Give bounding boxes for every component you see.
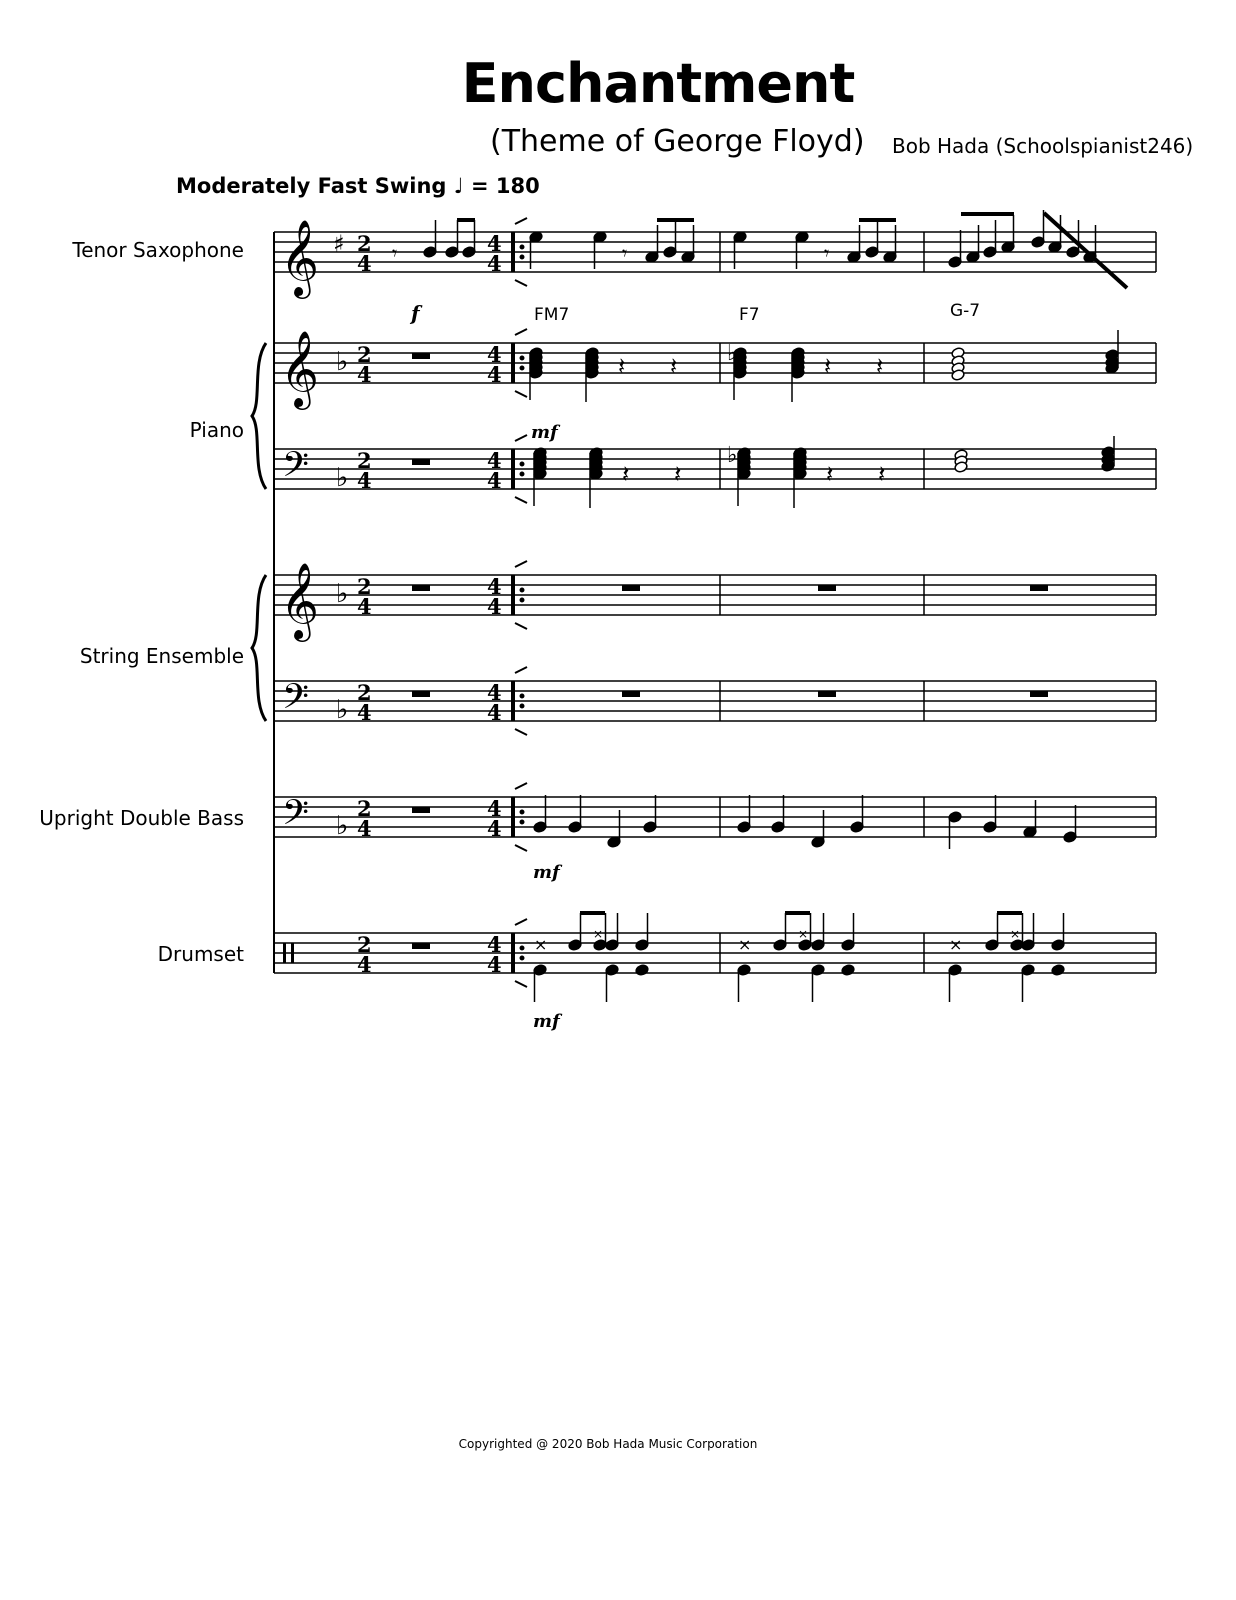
bass-clef-icon: 𝄢 <box>282 676 310 725</box>
sharp-icon: ♯ <box>333 230 345 258</box>
flat-icon: ♭ <box>336 811 349 841</box>
bracket-hook <box>515 783 527 789</box>
tempo-marking: Moderately Fast Swing ♩ = 180 <box>176 174 540 198</box>
bracket-hook <box>515 218 527 224</box>
bracket-hook <box>515 845 527 851</box>
eighth-rest-icon: 𝄾 <box>392 241 398 265</box>
repeat-dot <box>520 704 524 708</box>
time-sig-numerator: 2 <box>357 231 372 256</box>
time-sig-numerator: 4 <box>487 680 502 705</box>
note-head <box>1051 964 1065 977</box>
notation-glyphs <box>280 210 1127 1002</box>
percussion-clef-icon <box>291 943 294 963</box>
label-drumset: Drumset <box>157 942 244 966</box>
time-sig-numerator: 4 <box>487 932 502 957</box>
brace-strings <box>252 575 266 721</box>
treble-clef-icon: 𝄞 <box>280 562 320 639</box>
staff-strings-treble <box>274 575 1156 615</box>
time-sig-denominator: 4 <box>357 362 372 387</box>
hihat-x-icon: × <box>1010 927 1021 941</box>
bracket-hook <box>515 667 527 673</box>
time-sig-numerator: 2 <box>357 448 372 473</box>
note-head <box>841 964 855 977</box>
time-sig-denominator: 4 <box>487 700 502 725</box>
bass-clef-icon: 𝄢 <box>282 444 310 493</box>
flat-icon: ♭ <box>336 347 349 377</box>
label-string-ensemble: String Ensemble <box>79 644 244 668</box>
staff-tenor-saxophone <box>274 232 1156 272</box>
dynamic-f-sax: f <box>411 301 420 325</box>
whole-rest-icon <box>818 585 836 591</box>
flat-icon: ♭ <box>727 341 738 366</box>
quarter-rest-icon: 𝄽 <box>670 352 678 380</box>
time-sig-numerator: 4 <box>487 448 502 473</box>
time-sig-denominator: 4 <box>357 952 372 977</box>
dynamic-mf-bass: mf <box>533 862 560 883</box>
bass-clef-icon: 𝄢 <box>282 792 310 841</box>
score-title: Enchantment <box>461 52 855 115</box>
label-upright-double-bass: Upright Double Bass <box>39 806 244 830</box>
staff-piano-bass <box>274 449 1156 489</box>
time-sig-numerator: 2 <box>357 796 372 821</box>
flat-icon: ♭ <box>336 695 349 725</box>
whole-rest-icon <box>412 807 430 813</box>
repeat-dot <box>520 472 524 476</box>
hihat-x-icon: × <box>798 927 809 941</box>
bracket-hook <box>515 497 527 503</box>
time-sig-denominator: 4 <box>487 468 502 493</box>
whole-rest-icon <box>412 459 430 465</box>
whole-rest-icon <box>412 353 430 359</box>
quarter-rest-icon: 𝄽 <box>826 460 834 488</box>
time-sig-denominator: 4 <box>357 468 372 493</box>
bracket-hook <box>515 561 527 567</box>
time-sig-numerator: 4 <box>487 796 502 821</box>
bracket-hook <box>515 919 527 925</box>
bracket-hook <box>515 391 527 397</box>
staves <box>274 232 1156 973</box>
label-tenor-saxophone: Tenor Saxophone <box>72 238 244 262</box>
repeat-dot <box>520 356 524 360</box>
hihat-x-icon: × <box>593 927 604 941</box>
score-subtitle: (Theme of George Floyd) <box>490 124 865 159</box>
eighth-rest-icon: 𝄾 <box>824 241 830 265</box>
repeat-dot <box>520 245 524 249</box>
barlines <box>252 218 1156 987</box>
bracket-hook <box>515 981 527 987</box>
dynamic-mf-drums: mf <box>533 1011 560 1032</box>
hihat-x-icon: × <box>534 935 548 954</box>
whole-rest-icon <box>622 585 640 591</box>
repeat-dot <box>520 462 524 466</box>
repeat-dot <box>520 956 524 960</box>
time-sig-denominator: 4 <box>487 816 502 841</box>
repeat-dot <box>520 255 524 259</box>
bracket-hook <box>515 329 527 335</box>
hihat-x-icon: × <box>949 935 963 954</box>
flat-icon: ♭ <box>336 463 349 493</box>
repeat-dot <box>520 588 524 592</box>
treble-clef-icon: 𝄞 <box>280 330 320 407</box>
composer: Bob Hada (Schoolspianist246) <box>892 134 1194 158</box>
eighth-rest-icon: 𝄾 <box>622 241 628 265</box>
time-sig-denominator: 4 <box>487 594 502 619</box>
time-sig-numerator: 4 <box>487 342 502 367</box>
percussion-clef-icon <box>283 943 286 963</box>
bracket-hook <box>515 729 527 735</box>
repeat-dot <box>520 820 524 824</box>
quarter-rest-icon: 𝄽 <box>876 352 884 380</box>
whole-rest-icon <box>412 691 430 697</box>
repeat-dot <box>520 598 524 602</box>
time-sig-numerator: 2 <box>357 574 372 599</box>
staff-piano-treble <box>274 343 1156 383</box>
flat-icon: ♭ <box>727 443 738 468</box>
staff-bass <box>274 797 1156 837</box>
time-sig-numerator: 4 <box>487 574 502 599</box>
whole-rest-icon <box>622 691 640 697</box>
time-sig-numerator: 4 <box>487 231 502 256</box>
quarter-rest-icon: 𝄽 <box>878 460 886 488</box>
brace-piano <box>252 343 266 489</box>
repeat-dot <box>520 946 524 950</box>
whole-rest-icon <box>412 943 430 949</box>
time-sig-denominator: 4 <box>487 251 502 276</box>
time-sig-denominator: 4 <box>357 816 372 841</box>
flat-icon: ♭ <box>336 579 349 609</box>
time-sig-denominator: 4 <box>357 251 372 276</box>
treble-clef-icon: 𝄞 <box>280 219 320 296</box>
repeat-dot <box>520 694 524 698</box>
staff-strings-bass <box>274 681 1156 721</box>
hihat-x-icon: × <box>738 935 752 954</box>
whole-rest-icon <box>412 585 430 591</box>
chord-symbol-g-7: G-7 <box>950 301 981 321</box>
dynamic-mf-piano: mf <box>531 422 558 443</box>
time-sig-denominator: 4 <box>487 362 502 387</box>
quarter-rest-icon: 𝄽 <box>618 352 626 380</box>
chord-symbol-f7: F7 <box>739 305 760 325</box>
whole-rest-icon <box>1030 691 1048 697</box>
repeat-dot <box>520 810 524 814</box>
whole-rest-icon <box>1030 585 1048 591</box>
chord-symbol-fm7: FM7 <box>534 305 570 325</box>
time-sig-numerator: 2 <box>357 932 372 957</box>
copyright: Copyrighted @ 2020 Bob Hada Music Corporation <box>458 1437 758 1451</box>
repeat-dot <box>520 366 524 370</box>
time-sig-numerator: 2 <box>357 680 372 705</box>
time-sig-numerator: 2 <box>357 342 372 367</box>
bracket-hook <box>515 280 527 286</box>
quarter-rest-icon: 𝄽 <box>622 460 630 488</box>
time-sig-denominator: 4 <box>487 952 502 977</box>
bracket-hook <box>515 623 527 629</box>
quarter-rest-icon: 𝄽 <box>824 352 832 380</box>
label-piano: Piano <box>189 418 244 442</box>
quarter-rest-icon: 𝄽 <box>674 460 682 488</box>
note-head <box>635 964 649 977</box>
time-sig-denominator: 4 <box>357 700 372 725</box>
bracket-hook <box>515 435 527 441</box>
whole-rest-icon <box>818 691 836 697</box>
time-sig-denominator: 4 <box>357 594 372 619</box>
